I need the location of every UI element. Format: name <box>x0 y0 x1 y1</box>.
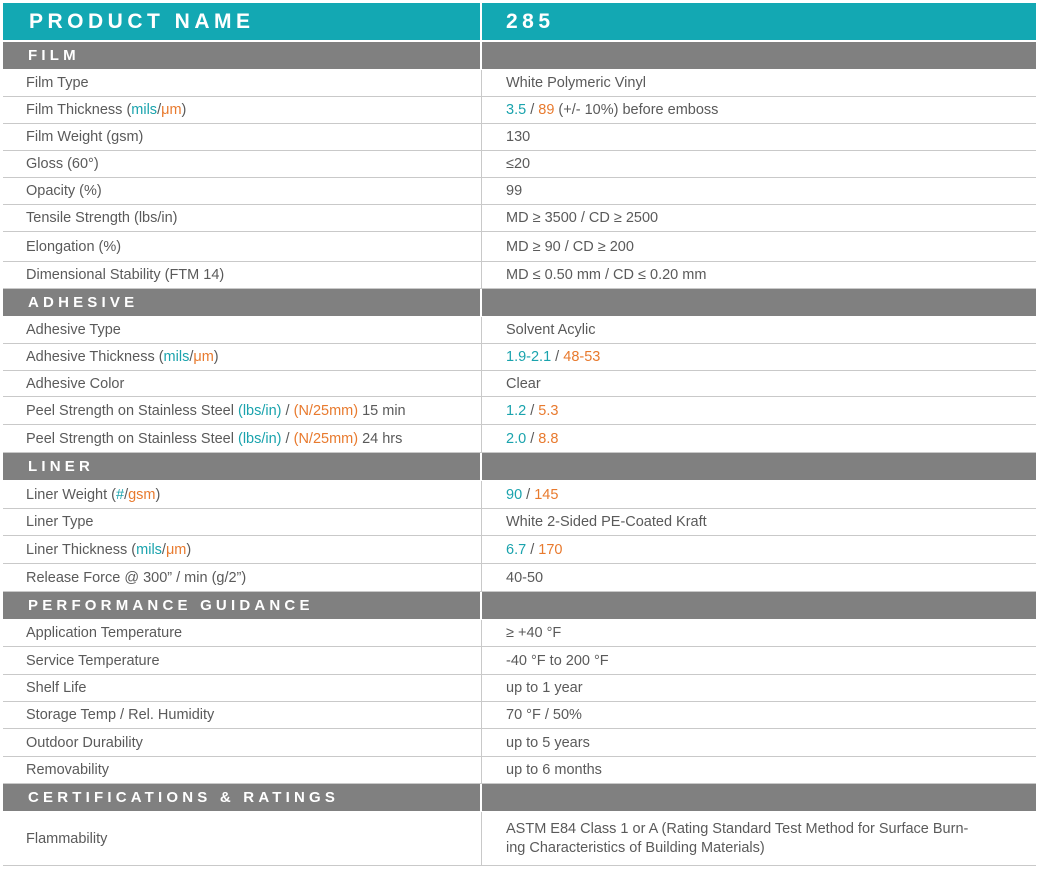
text-segment: / <box>551 349 564 365</box>
text-segment: (lbs/in) <box>238 430 282 447</box>
text-segment: / <box>124 486 129 503</box>
section-header-blank <box>482 42 1036 69</box>
text-segment: 24 hrs <box>358 430 403 447</box>
text-segment: ) <box>181 102 187 118</box>
text-segment: 15 min <box>358 402 406 419</box>
text-segment: μm <box>161 102 182 118</box>
section-header-certifications-ratings <box>3 784 1036 812</box>
spec-value <box>482 262 1036 288</box>
text-segment: MD ≥ 3500 / CD ≥ 2500 <box>506 210 659 226</box>
section-header-performance-guidance <box>3 592 1036 620</box>
spec-row <box>3 536 1036 564</box>
text-segment: Dimensional Stability (FTM 14) <box>26 267 225 283</box>
text-segment: 1.2 <box>506 402 527 419</box>
spec-label <box>3 481 482 508</box>
spec-label <box>3 702 482 728</box>
text-segment: mils <box>136 541 162 558</box>
text-segment: Peel Strength on Stainless Steel <box>26 430 238 447</box>
spec-label <box>3 344 482 370</box>
spec-value <box>482 232 1036 261</box>
text-segment: 89 <box>538 102 555 118</box>
product-name-value: 285 <box>506 9 555 33</box>
text-segment: (N/25mm) <box>293 430 359 447</box>
text-segment: 6.7 <box>506 541 527 558</box>
spec-row <box>3 178 1036 205</box>
text-segment: / <box>189 349 194 365</box>
spec-row <box>3 371 1036 397</box>
product-name-label: PRODUCT NAME <box>3 3 482 40</box>
spec-label <box>3 620 482 646</box>
section-title: FILM <box>3 42 482 69</box>
spec-value <box>482 97 1036 123</box>
section-header-blank <box>482 592 1036 619</box>
text-segment: ASTM E84 Class 1 or A (Rating Standard Test Method for Surface Burn- ing Characteristics of Building Materials) <box>506 820 969 856</box>
section-title: PERFORMANCE GUIDANCE <box>3 592 482 619</box>
spec-row <box>3 232 1036 262</box>
text-segment: # <box>116 486 125 503</box>
text-segment: Application Temperature <box>26 625 183 641</box>
spec-label <box>3 509 482 535</box>
spec-value <box>482 620 1036 646</box>
text-segment: Storage Temp / Rel. Humidity <box>26 707 215 723</box>
text-segment: 48-53 <box>563 349 601 365</box>
spec-value <box>482 536 1036 563</box>
text-segment: mils <box>163 349 190 365</box>
spec-value <box>482 812 1036 865</box>
spec-value <box>482 344 1036 370</box>
text-segment: -40 °F to 200 °F <box>506 652 609 669</box>
text-segment: / <box>526 402 539 419</box>
spec-row <box>3 344 1036 371</box>
text-segment: MD ≤ 0.50 mm / CD ≤ 0.20 mm <box>506 267 707 283</box>
text-segment: ≥ +40 °F <box>506 625 562 641</box>
spec-value <box>482 564 1036 591</box>
spec-value <box>482 371 1036 396</box>
section-header-blank <box>482 289 1036 316</box>
spec-label <box>3 371 482 396</box>
text-segment: Shelf Life <box>26 680 87 696</box>
section-header-adhesive <box>3 289 1036 317</box>
spec-row <box>3 425 1036 453</box>
text-segment: / <box>526 102 539 118</box>
text-segment: Liner Weight ( <box>26 486 116 503</box>
spec-row <box>3 70 1036 97</box>
spec-label <box>3 425 482 452</box>
text-segment: Outdoor Durability <box>26 734 143 751</box>
spec-label <box>3 317 482 343</box>
text-segment: 1.9-2.1 <box>506 349 552 365</box>
text-segment: / <box>281 430 294 447</box>
text-segment: / <box>157 102 162 118</box>
text-segment: / <box>281 402 294 419</box>
spec-label <box>3 397 482 424</box>
spec-sheet <box>3 3 1036 866</box>
text-segment: Adhesive Thickness ( <box>26 349 164 365</box>
text-segment: up to 5 years <box>506 734 590 751</box>
product-header-row <box>3 3 1036 42</box>
spec-label <box>3 262 482 288</box>
text-segment: Elongation (%) <box>26 238 122 255</box>
spec-row <box>3 729 1036 757</box>
text-segment: Adhesive Color <box>26 375 125 392</box>
spec-value <box>482 425 1036 452</box>
text-segment: Adhesive Type <box>26 322 121 338</box>
text-segment: Liner Thickness ( <box>26 541 137 558</box>
spec-row <box>3 397 1036 425</box>
spec-row <box>3 757 1036 784</box>
text-segment: MD ≥ 90 / CD ≥ 200 <box>506 238 634 255</box>
spec-label <box>3 232 482 261</box>
spec-value <box>482 647 1036 674</box>
text-segment: White 2-Sided PE-Coated Kraft <box>506 514 707 530</box>
text-segment: Tensile Strength (lbs/in) <box>26 210 178 226</box>
spec-value <box>482 205 1036 231</box>
spec-label <box>3 151 482 177</box>
text-segment: (lbs/in) <box>238 402 282 419</box>
text-segment: (+/- 10%) before emboss <box>554 102 719 118</box>
text-segment: / <box>161 541 166 558</box>
text-segment: / <box>522 486 535 503</box>
text-segment: Removability <box>26 762 109 778</box>
text-segment: up to 6 months <box>506 762 602 778</box>
spec-label <box>3 729 482 756</box>
text-segment: Clear <box>506 375 541 392</box>
section-header-blank <box>482 784 1036 811</box>
text-segment: 90 <box>506 486 523 503</box>
spec-label <box>3 124 482 150</box>
spec-row <box>3 205 1036 232</box>
text-segment: 145 <box>534 486 559 503</box>
text-segment: Flammability <box>26 830 108 847</box>
text-segment: Solvent Acylic <box>506 322 596 338</box>
section-title: LINER <box>3 453 482 480</box>
text-segment: μm <box>193 349 214 365</box>
text-segment: Service Temperature <box>26 652 160 669</box>
text-segment: Peel Strength on Stainless Steel <box>26 402 238 419</box>
spec-label <box>3 675 482 701</box>
text-segment: 130 <box>506 129 531 145</box>
text-segment: / <box>526 541 539 558</box>
spec-value <box>482 317 1036 343</box>
spec-value <box>482 178 1036 204</box>
spec-value <box>482 702 1036 728</box>
spec-row <box>3 647 1036 675</box>
spec-row <box>3 675 1036 702</box>
spec-label <box>3 205 482 231</box>
spec-row <box>3 97 1036 124</box>
spec-label <box>3 97 482 123</box>
text-segment: mils <box>131 102 158 118</box>
spec-value <box>482 757 1036 783</box>
spec-row <box>3 702 1036 729</box>
spec-row <box>3 151 1036 178</box>
spec-label <box>3 564 482 591</box>
spec-row <box>3 812 1036 866</box>
text-segment: 99 <box>506 183 523 199</box>
text-segment: 3.5 <box>506 102 527 118</box>
spec-value <box>482 124 1036 150</box>
text-segment: 70 °F / 50% <box>506 707 582 723</box>
section-title: ADHESIVE <box>3 289 482 316</box>
spec-row <box>3 564 1036 592</box>
spec-row <box>3 509 1036 536</box>
spec-row <box>3 481 1036 509</box>
text-segment: Film Type <box>26 75 89 91</box>
spec-label <box>3 536 482 563</box>
text-segment: White Polymeric Vinyl <box>506 75 646 91</box>
text-segment: up to 1 year <box>506 680 583 696</box>
spec-label <box>3 178 482 204</box>
text-segment: 170 <box>538 541 563 558</box>
text-segment: Opacity (%) <box>26 183 102 199</box>
section-header-blank <box>482 453 1036 480</box>
spec-row <box>3 317 1036 344</box>
spec-label <box>3 757 482 783</box>
spec-row <box>3 124 1036 151</box>
spec-sections <box>3 42 1036 866</box>
spec-row <box>3 620 1036 647</box>
spec-value <box>482 397 1036 424</box>
section-header-film <box>3 42 1036 70</box>
section-title: CERTIFICATIONS & RATINGS <box>3 784 482 811</box>
text-segment: Release Force @ 300” / min (g/2”) <box>26 569 247 586</box>
text-segment: ) <box>213 349 219 365</box>
spec-value <box>482 509 1036 535</box>
spec-label <box>3 647 482 674</box>
text-segment: μm <box>165 541 187 558</box>
text-segment: 2.0 <box>506 430 527 447</box>
spec-value <box>482 481 1036 508</box>
text-segment: 40-50 <box>506 569 544 586</box>
text-segment: ≤20 <box>506 156 531 172</box>
text-segment: 5.3 <box>538 402 559 419</box>
text-segment: Film Thickness ( <box>26 102 132 118</box>
spec-value <box>482 729 1036 756</box>
text-segment: Liner Type <box>26 514 94 530</box>
text-segment: (N/25mm) <box>293 402 359 419</box>
spec-value <box>482 70 1036 96</box>
spec-row <box>3 262 1036 289</box>
spec-value <box>482 151 1036 177</box>
text-segment: Gloss (60°) <box>26 156 99 172</box>
text-segment: ) <box>155 486 161 503</box>
spec-value <box>482 675 1036 701</box>
text-segment: Film Weight (gsm) <box>26 129 144 145</box>
spec-label <box>3 70 482 96</box>
text-segment: / <box>526 430 539 447</box>
section-header-liner <box>3 453 1036 481</box>
text-segment: 8.8 <box>538 430 559 447</box>
spec-label <box>3 812 482 865</box>
text-segment: gsm <box>128 486 156 503</box>
text-segment: ) <box>186 541 192 558</box>
